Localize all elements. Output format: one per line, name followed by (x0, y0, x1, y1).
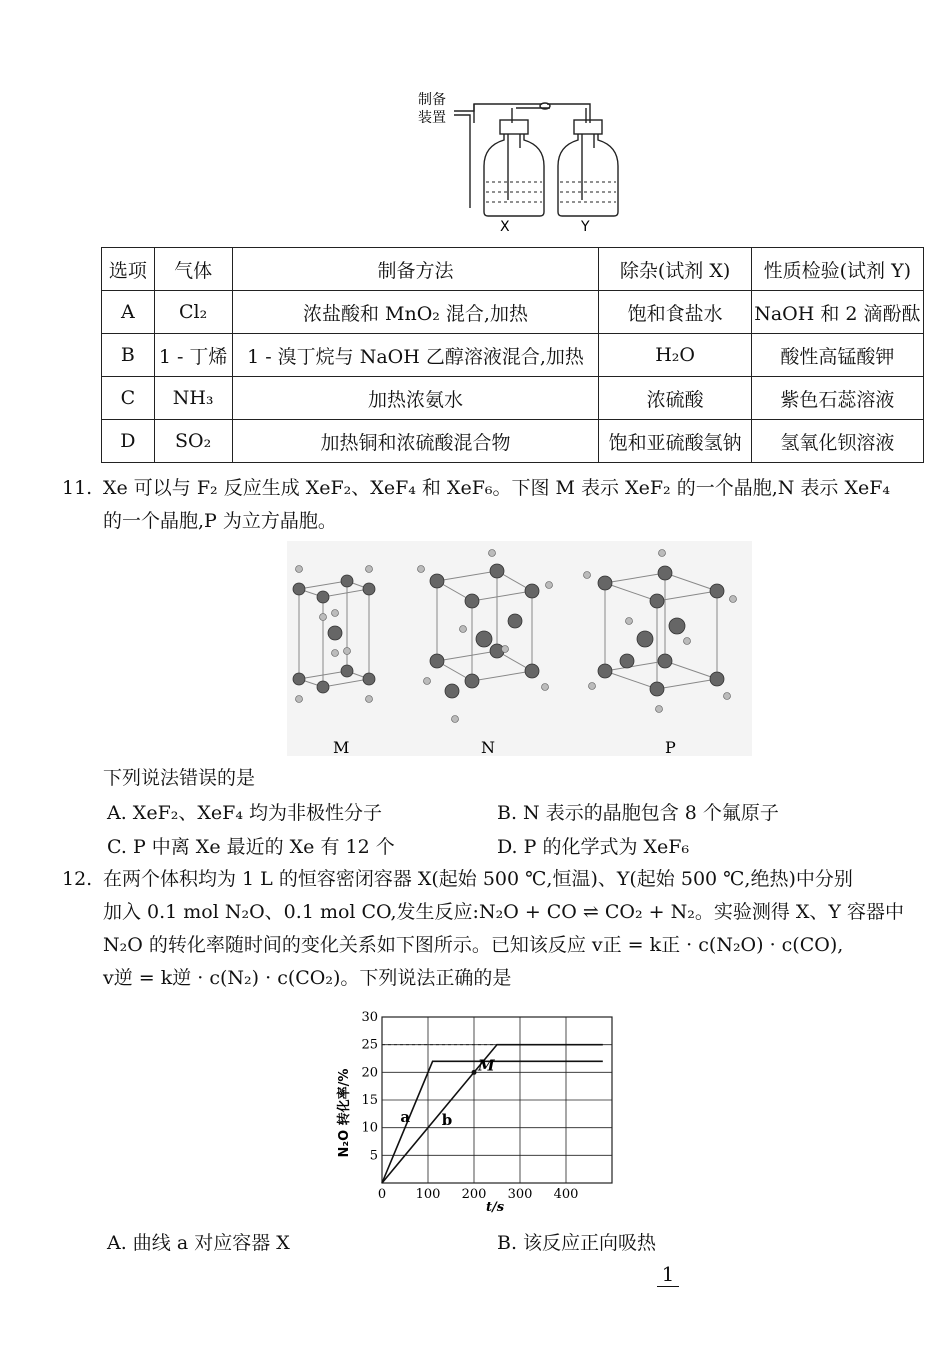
question-12-line1: 在两个体积均为 1 L 的恒容密闭容器 X(起始 500 ℃,恒温)、Y(起始 500 ℃,绝热)中分别 (103, 868, 853, 890)
crystal-cells-figure (287, 541, 752, 756)
chart-y-axis-label: N₂O 转化率/% (337, 1068, 352, 1158)
chart-y-tick: 30 (361, 1010, 378, 1025)
option-12b: B. 该反应正向吸热 (497, 1232, 657, 1254)
question-11-line1: Xe 可以与 F₂ 反应生成 XeF₂、XeF₄ 和 XeF₆。下图 M 表示 XeF₂ 的一个晶胞,N 表示 XeF₄ (103, 477, 891, 499)
gas-preparation-table (101, 247, 924, 463)
bottle-y-label: Y (581, 219, 590, 235)
table-header: 选项 (102, 248, 155, 291)
chart-x-tick: 300 (507, 1187, 533, 1202)
page-number: 1 (657, 1262, 679, 1287)
table-cell: H₂O (599, 334, 751, 377)
chart-series-label-a: a (400, 1108, 411, 1127)
table-row (102, 377, 924, 420)
table-row (102, 420, 924, 463)
table-cell: 饱和亚硫酸氢钠 (599, 420, 751, 463)
chart-annotation-m: M (478, 1056, 495, 1075)
table-cell: B (102, 334, 155, 377)
chart-y-tick: 10 (361, 1120, 378, 1136)
table-cell: NH₃ (154, 377, 232, 420)
table-header: 制备方法 (232, 248, 599, 291)
cell-label-n: N (481, 738, 495, 756)
question-11-prompt: 下列说法错误的是 (103, 767, 256, 789)
table-row (102, 291, 924, 334)
chart-point-m (472, 1070, 477, 1075)
bottle-x-label: X (500, 219, 510, 235)
table-cell: NaOH 和 2 滴酚酞 (751, 291, 923, 334)
option-11b: B. N 表示的晶胞包含 8 个氟原子 (497, 802, 779, 824)
question-12-line2: 加入 0.1 mol N₂O、0.1 mol CO,发生反应:N₂O + CO ⇌ CO₂ + N₂。实验测得 X、Y 容器中 (103, 901, 905, 923)
question-11-number: 11. (62, 477, 93, 499)
cell-label-p: P (665, 738, 676, 756)
chart-y-tick: 5 (369, 1148, 378, 1164)
table-cell: 氢氧化钡溶液 (751, 420, 923, 463)
chart-y-tick: 25 (361, 1037, 378, 1053)
table-cell: 加热铜和浓硫酸混合物 (232, 420, 599, 463)
table-header: 性质检验(试剂 Y) (751, 248, 923, 291)
chart-series (382, 1045, 603, 1183)
chart-series-label-b: b (441, 1110, 453, 1129)
table-cell: Cl₂ (154, 291, 232, 334)
cell-label-m: M (333, 738, 350, 756)
table-header: 除杂(试剂 X) (599, 248, 751, 291)
table-cell: 1 - 丁烯 (154, 334, 232, 377)
option-11d: D. P 的化学式为 XeF₆ (497, 836, 690, 858)
chart-x-axis-label: t/s (485, 1200, 505, 1215)
chart-x-tick: 400 (553, 1187, 579, 1202)
chart-ticks (361, 1010, 578, 1202)
table-cell: 1 - 溴丁烷与 NaOH 乙醇溶液混合,加热 (232, 334, 599, 377)
apparatus-label-line1: 制备 (418, 92, 446, 108)
table-cell: D (102, 420, 155, 463)
table-cell: 酸性高锰酸钾 (751, 334, 923, 377)
table-cell: 浓盐酸和 MnO₂ 混合,加热 (232, 291, 599, 334)
chart-series-a (382, 1061, 603, 1183)
question-11-line2: 的一个晶胞,P 为立方晶胞。 (103, 510, 337, 532)
chart-x-tick: 0 (377, 1187, 387, 1202)
gas-apparatus-diagram (412, 88, 622, 238)
table-header: 气体 (154, 248, 232, 291)
table-cell: SO₂ (154, 420, 232, 463)
table-cell: A (102, 291, 155, 334)
chart-x-tick: 200 (461, 1187, 487, 1202)
option-11c: C. P 中离 Xe 最近的 Xe 有 12 个 (107, 836, 395, 858)
chart-y-tick: 15 (361, 1093, 378, 1108)
question-12-number: 12. (62, 868, 93, 890)
table-cell: 紫色石蕊溶液 (751, 377, 923, 420)
option-12a: A. 曲线 a 对应容器 X (107, 1232, 290, 1254)
table-cell: C (102, 377, 155, 420)
table-header-row (102, 248, 924, 291)
table-cell: 浓硫酸 (599, 377, 751, 420)
question-12-line4: v逆 = k逆 · c(N₂) · c(CO₂)。下列说法正确的是 (103, 967, 512, 989)
table-cell: 加热浓氨水 (232, 377, 599, 420)
chart-y-tick: 20 (361, 1065, 378, 1081)
apparatus-label-line2: 装置 (418, 110, 446, 126)
table-row (102, 334, 924, 377)
chart-x-tick: 100 (415, 1187, 441, 1202)
option-11a: A. XeF₂、XeF₄ 均为非极性分子 (107, 802, 382, 824)
conversion-rate-chart (330, 1003, 620, 1218)
question-12-line3: N₂O 的转化率随时间的变化关系如下图所示。已知该反应 v正 = k正 · c(N₂O) · c(CO), (103, 934, 844, 956)
table-cell: 饱和食盐水 (599, 291, 751, 334)
